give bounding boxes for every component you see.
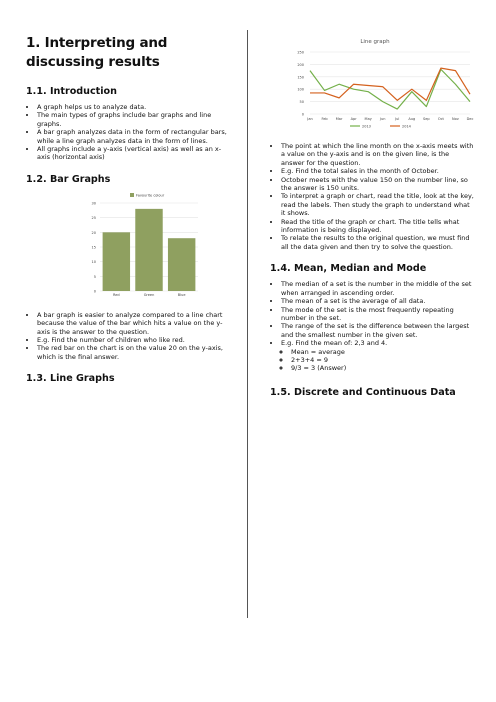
legend-label: 2014	[402, 124, 411, 129]
sub-list	[281, 348, 474, 373]
bar-red	[103, 232, 130, 291]
list-item: • Read the title of the graph or chart. The title tells what information is being displayed.	[281, 218, 474, 235]
legend-swatch	[130, 193, 134, 197]
bar-chart-svg	[82, 191, 202, 303]
legend-label: Favourite colour	[136, 193, 165, 198]
y-tick-label: 0	[301, 112, 304, 117]
x-tick-label: Dec	[466, 117, 474, 121]
x-tick-label: May	[364, 117, 372, 121]
mean-median-mode-list	[270, 280, 474, 372]
list-item: • All graphs include a y-axis (vertical axis) as well as an x-axis (horizontal axis)	[37, 145, 234, 162]
y-tick-label: 150	[297, 75, 304, 80]
bar-chart	[82, 191, 202, 303]
series-line-2014	[310, 68, 470, 100]
line-graph-list	[270, 142, 474, 251]
right-column	[270, 34, 474, 404]
x-tick-label: Sep	[423, 117, 430, 121]
x-tick-label: Green	[143, 292, 155, 297]
sub-list-item: ◦ Mean = average	[291, 348, 474, 356]
sub-list-item: ◦ 9/3 = 3 (Answer)	[291, 364, 474, 372]
section-heading-bar-graphs: 1.2. Bar Graphs	[26, 173, 111, 185]
y-tick-label: 50	[299, 100, 304, 105]
list-item: • To interpret a graph or chart, read the title, look at the key, read the labels. Then study the graph to understand what it shows.	[281, 192, 474, 217]
x-tick-label: Aug	[408, 117, 416, 121]
x-tick-label: Feb	[321, 117, 328, 121]
y-tick-label: 0	[93, 289, 96, 294]
legend-label: 2013	[362, 124, 371, 129]
list-item: • The point at which the line month on the x-axis meets with a value on the y-axis and is on the given line, is the answer for the question.	[281, 142, 474, 167]
section-heading-line-graphs: 1.3. Line Graphs	[26, 373, 115, 385]
list-item: • The mean of a set is the average of all data.	[281, 297, 474, 305]
bar-green	[135, 209, 162, 291]
y-tick-label: 15	[91, 245, 96, 250]
x-tick-label: Jun	[379, 117, 386, 121]
section-heading-discrete-continuous: 1.5. Discrete and Continuous Data	[270, 386, 456, 398]
list-item: • A graph helps us to analyze data.	[37, 103, 234, 111]
list-item: • The red bar on the chart is on the value 20 on the y-axis, which is the final answer.	[37, 344, 234, 361]
x-tick-label: Red	[113, 292, 120, 297]
bar-blue	[168, 238, 195, 291]
section-heading-intro: 1.1. Introduction	[26, 86, 117, 97]
y-tick-label: 10	[91, 260, 96, 265]
list-item: • The mode of the set is the most frequently repeating number in the set.	[281, 306, 474, 323]
chart-title: Line graph	[360, 39, 390, 45]
line-chart	[270, 34, 474, 134]
y-tick-label: 250	[297, 50, 304, 55]
list-item: • E.g. Find the number of children who like red.	[37, 336, 234, 344]
bar-graph-list	[26, 311, 234, 361]
x-tick-label: Mar	[335, 117, 343, 121]
list-item: • The main types of graphs include bar graphs and line graphs.	[37, 111, 234, 128]
y-tick-label: 25	[91, 216, 96, 221]
list-item: • E.g. Find the total sales in the month of October.	[281, 167, 474, 175]
intro-list	[26, 103, 234, 162]
x-tick-label: Oct	[437, 117, 444, 121]
list-item: • The range of the set is the difference between the largest and the smallest number in the given set.	[281, 322, 474, 339]
list-item: • To relate the results to the original question, we must find all the data given and then try to solve the question.	[281, 234, 474, 251]
x-tick-label: Jul	[395, 117, 400, 121]
list-item: • A bar graph is easier to analyze compared to a line chart because the value of the bar which hits a value on the y-axis is the answer to the question.	[37, 311, 234, 336]
column-divider	[247, 30, 248, 618]
x-tick-label: Apr	[350, 117, 357, 121]
page-title: 1. Interpreting and discussing results	[26, 35, 168, 70]
y-tick-label: 5	[93, 274, 96, 279]
y-tick-label: 100	[297, 87, 304, 92]
y-tick-label: 200	[297, 62, 304, 67]
y-tick-label: 30	[91, 201, 96, 206]
list-item: • The median of a set is the number in the middle of the set when arranged in ascending order.	[281, 280, 474, 297]
x-tick-label: Blue	[177, 292, 186, 297]
x-tick-label: Jan	[307, 117, 313, 121]
sub-list-item: ◦ 2+3+4 = 9	[291, 356, 474, 364]
x-tick-label: Nov	[452, 117, 459, 121]
line-chart-svg	[270, 34, 474, 134]
list-item-text: E.g. Find the mean of: 2,3 and 4.	[281, 339, 388, 348]
list-item	[281, 339, 474, 373]
list-item: • October meets with the value 150 on the number line, so the answer is 150 units.	[281, 176, 474, 193]
list-item: • A bar graph analyzes data in the form of rectangular bars, while a line graph analyzes data in the form of lines.	[37, 128, 234, 145]
y-tick-label: 20	[91, 230, 96, 235]
section-heading-mean-median-mode: 1.4. Mean, Median and Mode	[270, 263, 427, 275]
left-column	[26, 34, 234, 390]
